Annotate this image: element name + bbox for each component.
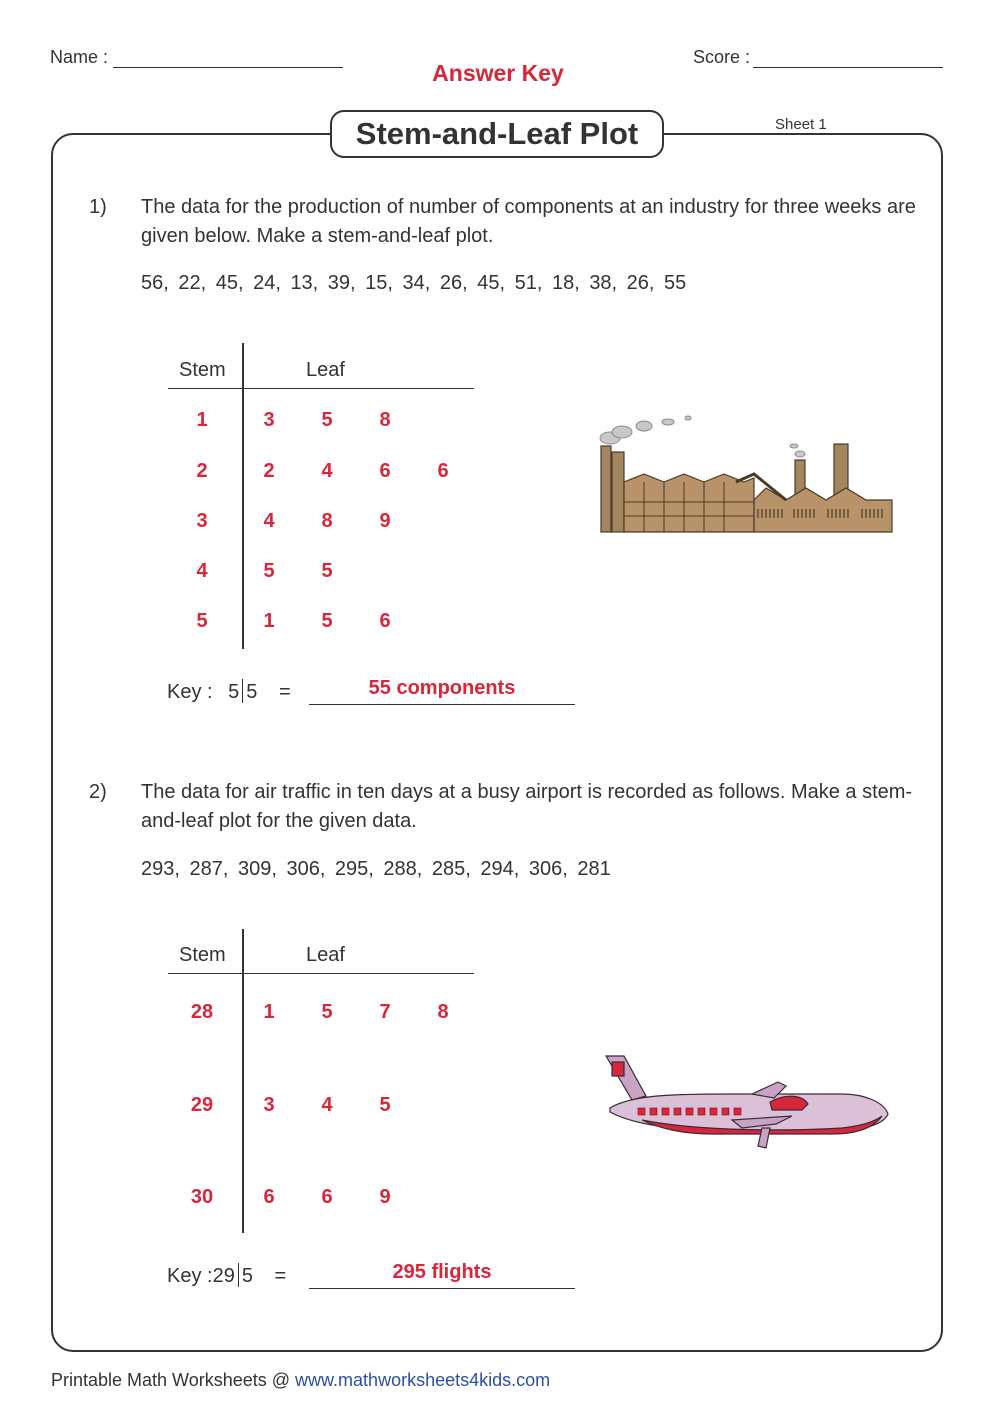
leaf-value: 6 bbox=[437, 460, 449, 482]
table-divider bbox=[242, 343, 244, 649]
table-header-rule bbox=[168, 973, 474, 974]
key-row-1 bbox=[167, 679, 291, 704]
leaf-value: 5 bbox=[321, 560, 333, 582]
question-text: The data for air traffic in ten days at a busy airport is recorded as follows. Make a stem-and-leaf plot for the given data. bbox=[141, 781, 913, 832]
footer bbox=[51, 1370, 550, 1391]
table-divider bbox=[242, 929, 244, 1233]
data-values: 56, 22, 45, 24, 13, 39, 15, 34, 26, 45, 51, 18, 38, 26, 55 bbox=[141, 272, 687, 294]
answer-key-label: Answer Key bbox=[432, 60, 564, 86]
key-bar bbox=[242, 679, 243, 703]
stem-value: 3 bbox=[196, 510, 208, 532]
stem-header: Stem bbox=[179, 944, 226, 966]
key-stem: 5 bbox=[228, 681, 240, 703]
leaf-value: 6 bbox=[379, 460, 391, 482]
factory-illustration bbox=[596, 412, 896, 537]
leaf-value: 5 bbox=[321, 409, 333, 431]
key-bar bbox=[238, 1263, 239, 1287]
footer-text: Printable Math Worksheets @ bbox=[51, 1370, 296, 1390]
leaf-value: 5 bbox=[263, 560, 275, 582]
leaf-value: 5 bbox=[321, 1001, 333, 1023]
stem-value: 1 bbox=[196, 409, 208, 431]
leaf-value: 6 bbox=[321, 1186, 333, 1208]
question-number: 2) bbox=[89, 781, 107, 803]
page-title: Stem-and-Leaf Plot bbox=[330, 110, 664, 158]
leaf-header: Leaf bbox=[306, 944, 345, 966]
leaf-value: 6 bbox=[379, 610, 391, 632]
key-answer: 295 flights bbox=[392, 1261, 492, 1283]
leaf-value: 5 bbox=[321, 610, 333, 632]
leaf-value: 9 bbox=[379, 1186, 391, 1208]
leaf-value: 4 bbox=[321, 1094, 333, 1116]
table-header-rule bbox=[168, 388, 474, 389]
stem-value: 2 bbox=[196, 460, 208, 482]
key-row-2 bbox=[167, 1263, 286, 1288]
name-label: Name : bbox=[50, 47, 109, 67]
leaf-value: 1 bbox=[263, 610, 275, 632]
leaf-value: 7 bbox=[379, 1001, 391, 1023]
leaf-value: 8 bbox=[379, 409, 391, 431]
leaf-value: 4 bbox=[263, 510, 275, 532]
leaf-value: 8 bbox=[437, 1001, 449, 1023]
name-field[interactable] bbox=[113, 67, 343, 68]
leaf-value: 3 bbox=[263, 409, 275, 431]
score-field[interactable] bbox=[753, 67, 943, 68]
question-number: 1) bbox=[89, 196, 107, 218]
stem-header: Stem bbox=[179, 359, 226, 381]
data-values: 293, 287, 309, 306, 295, 288, 285, 294, 306, 281 bbox=[141, 858, 611, 880]
key-stem: 29 bbox=[212, 1265, 235, 1287]
leaf-value: 2 bbox=[263, 460, 275, 482]
leaf-value: 8 bbox=[321, 510, 333, 532]
footer-link[interactable]: www.mathworksheets4kids.com bbox=[295, 1370, 551, 1390]
question-text: The data for the production of number of components at an industry for three weeks are given below. Make a stem-and-leaf plot. bbox=[141, 196, 916, 247]
key-equals: = bbox=[278, 681, 291, 703]
stem-value: 5 bbox=[196, 610, 208, 632]
sheet-label: Sheet 1 bbox=[775, 116, 827, 133]
key-label: Key : bbox=[167, 1265, 213, 1287]
key-answer: 55 components bbox=[368, 677, 516, 699]
key-leaf: 5 bbox=[241, 1265, 253, 1287]
key-label: Key : bbox=[167, 681, 213, 703]
key-equals: = bbox=[274, 1265, 287, 1287]
leaf-value: 6 bbox=[263, 1186, 275, 1208]
leaf-value: 5 bbox=[379, 1094, 391, 1116]
stem-value: 30 bbox=[190, 1186, 214, 1208]
key-answer-line bbox=[309, 1288, 575, 1289]
leaf-value: 1 bbox=[263, 1001, 275, 1023]
leaf-value: 9 bbox=[379, 510, 391, 532]
airplane-illustration bbox=[602, 1050, 894, 1150]
leaf-value: 4 bbox=[321, 460, 333, 482]
worksheet-frame bbox=[51, 133, 943, 1352]
score-label: Score : bbox=[693, 47, 751, 67]
stem-value: 28 bbox=[190, 1001, 214, 1023]
leaf-header: Leaf bbox=[306, 359, 345, 381]
key-leaf: 5 bbox=[246, 681, 258, 703]
stem-value: 4 bbox=[196, 560, 208, 582]
key-answer-line bbox=[309, 704, 575, 705]
leaf-value: 3 bbox=[263, 1094, 275, 1116]
stem-value: 29 bbox=[190, 1094, 214, 1116]
